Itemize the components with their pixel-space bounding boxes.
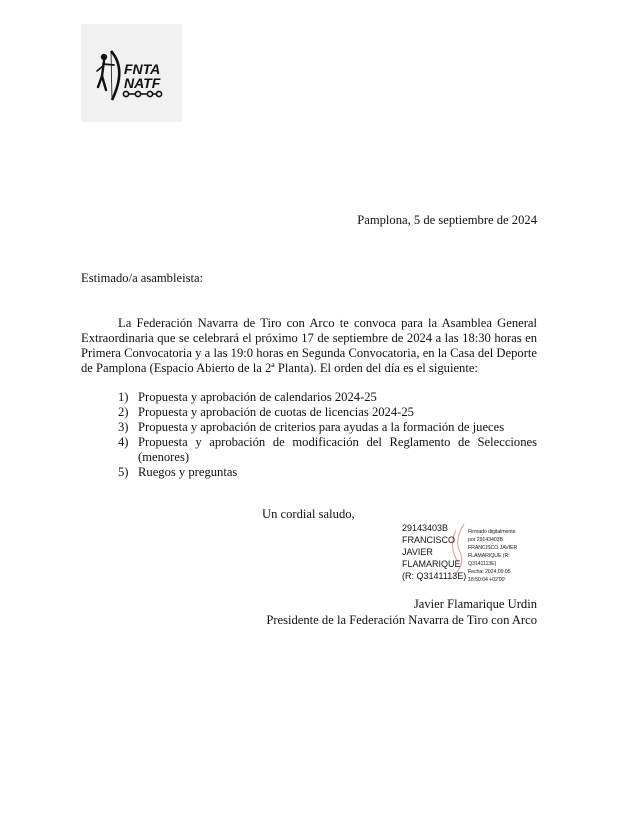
signature-name-line: FRANCISCO bbox=[402, 535, 456, 545]
signature-name-line: JAVIER bbox=[402, 547, 433, 557]
agenda-text: Propuesta y aprobación de cuotas de licencias 2024-25 bbox=[138, 405, 414, 419]
signature-detail-line: 18:50:04 +02'00' bbox=[468, 577, 506, 583]
agenda-item bbox=[118, 435, 537, 465]
signature-name-line: (R: Q3141113E) bbox=[402, 571, 467, 581]
signature-detail-line: por 29143403B bbox=[468, 537, 503, 543]
agenda-number: 5) bbox=[118, 465, 129, 479]
agenda-text: Propuesta y aprobación de criterios para ayudas a la formación de jueces bbox=[138, 420, 505, 434]
federation-logo bbox=[81, 24, 182, 122]
signer-block bbox=[266, 596, 537, 628]
signature-detail-line: Q3141113E) bbox=[468, 561, 497, 567]
signature-name-line: FLAMARIQUE bbox=[402, 559, 461, 569]
signer-title: Presidente de la Federación Navarra de Tiro con Arco bbox=[266, 613, 537, 627]
signature-detail-line: FLAMARIQUE (R: bbox=[468, 553, 510, 559]
agenda-item bbox=[118, 420, 537, 435]
agenda-text: Ruegos y preguntas bbox=[138, 465, 238, 479]
agenda-item bbox=[118, 465, 537, 480]
agenda-number: 1) bbox=[118, 390, 129, 404]
agenda-list bbox=[118, 390, 537, 480]
signature-detail-line: FRANCISCO JAVIER bbox=[468, 545, 518, 551]
agenda-number: 2) bbox=[118, 405, 129, 419]
digital-signature bbox=[402, 522, 542, 588]
logo-text-natf: NATF bbox=[124, 75, 161, 91]
agenda-text: Propuesta y aprobación de modificación del Reglamento de Selecciones (menores) bbox=[138, 435, 537, 464]
greeting: Estimado/a asambleista: bbox=[81, 271, 204, 285]
agenda-number: 4) bbox=[118, 435, 129, 449]
signature-name-line: 29143403B bbox=[402, 523, 449, 533]
signature-name bbox=[402, 522, 466, 582]
signer-name: Javier Flamarique Urdin bbox=[413, 597, 537, 611]
signature-details bbox=[468, 528, 542, 584]
agenda-item bbox=[118, 405, 537, 420]
agenda-number: 3) bbox=[118, 420, 129, 434]
agenda-item bbox=[118, 390, 537, 405]
body-paragraph: La Federación Navarra de Tiro con Arco te convoca para la Asamblea General Extraordinaria que se celebrará el próximo 17 de septiembre de 2024 a las 18:30 horas en Primera Convocatoria y a las 19:0 horas en Segunda Convocatoria, en la Casa del Deporte de Pamplona (Espacio Abierto de la 2ª Planta). El orden del día es el siguiente: bbox=[81, 316, 537, 375]
agenda-text: Propuesta y aprobación de calendarios 2024-25 bbox=[138, 390, 377, 404]
letter-date: Pamplona, 5 de septiembre de 2024 bbox=[357, 213, 537, 227]
signature-detail-line: Firmado digitalmente bbox=[468, 529, 516, 535]
closing-salutation: Un cordial saludo, bbox=[262, 507, 355, 521]
signature-detail-line: Fecha: 2024.09.05 bbox=[468, 569, 511, 575]
logo-text-fnta: FNTA bbox=[124, 61, 161, 77]
